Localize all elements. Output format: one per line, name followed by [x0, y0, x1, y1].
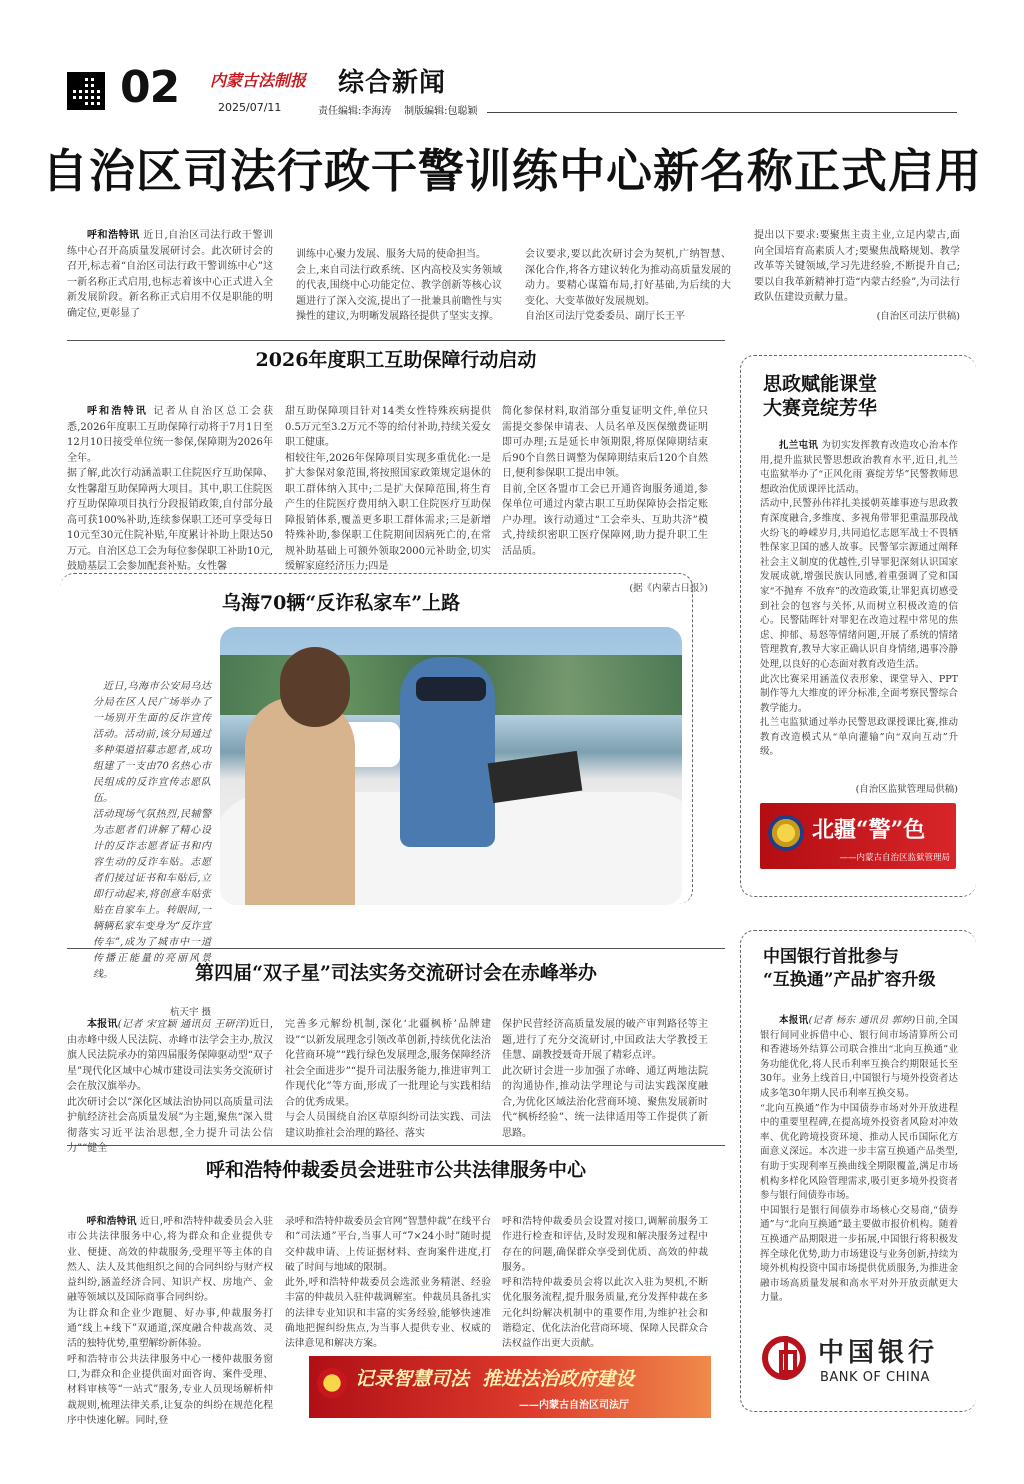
- article-title: “互换通”产品扩容升级: [763, 970, 936, 990]
- divider: [67, 948, 725, 949]
- issue-date: 2025/07/11: [218, 101, 282, 114]
- shuangzixing-col3: [502, 998, 708, 1160]
- dateline: 本报讯: [87, 1019, 118, 1030]
- masthead-rule: [487, 112, 957, 113]
- prison-banner: [760, 803, 956, 869]
- shuangzixing-col2: [285, 998, 491, 1160]
- dateline: 呼和浩特讯: [87, 406, 148, 417]
- editors-line: 责任编辑:李海涛 制版编辑:包聪颖: [318, 106, 478, 117]
- article-text: 呼和浩特仲裁委员会设置对接口,调解前服务工作进行检查和评估,及时发现和解决服务过程中存在的问题,确保群众享受到优质、高效的仲裁服务。 呼和浩特仲裁委员会将以此次入驻为契机,不断优化服务流程,提升服务质量,充分发挥仲裁在多元化纠纷解决机制中的重要作用,为维护社会和谐稳定、优化法治化营商环境、保障人民群众合法权益作出更大贡献。: [502, 1216, 708, 1350]
- article-text: 近日,由赤峰中级人民法院、赤峰市法学会主办,敖汉旗人民法院承办的第四届服务保障驱动型“双子星”现代化区域中心城市建设司法实务交流研讨会在敖汉旗举办。 此次研讨会以“深化区域法治协同以高质量司法护航经济社会高质量发展”为主题,聚焦“深入贯彻落实习近平法治思想,全力提升司法公信力”“健全: [67, 1019, 273, 1154]
- lead-article-col3: [525, 228, 731, 344]
- arbitration-col1: [67, 1195, 273, 1447]
- section-title: 综合新闻: [338, 68, 447, 98]
- sizheng-body: [760, 420, 958, 814]
- article-text: 甜互助保障项目针对14类女性特殊疾病提供0.5万元至3.2万元不等的给付补助,持续关爱女职工健康。 相较往年,2026年保障项目实现多重优化:一是扩大参保对象范围,将按照国家政策规定退休的职工群体纳入其中;二是扩大保障范围,将生育产生的住院医疗费用纳入职工住院医疗互助保障报销体系,覆盖更多职工群体需求;三是新增特殊补助,参保职工住院期间因病死亡的,在常规补助基础上可额外领取2000元补助金,切实缓解家庭经济压力;四是: [285, 406, 491, 572]
- article-text: 近日,乌海市公安局乌达分局在区人民广场举办了一场别开生面的反诈宣传活动。活动前,该分局通过多种渠道招募志愿者,成功组建了一支由70名热心市民组成的反诈宣传志愿队伍。 活动现场气氛热烈,民辅警为志愿者们讲解了精心设计的反诈志愿者证书和内容生动的反诈车贴。志愿者们接过证书和车贴后,立即行动起来,将创意车贴张贴在自家车上。转眼间,一辆辆私家车变身为“反诈宣传车”,成为了城市中一道传播正能量的亮丽风景线。: [93, 681, 211, 980]
- banner-subtitle: ——内蒙古自治区监狱管理局: [839, 853, 950, 863]
- anti-fraud-photo: [220, 627, 682, 905]
- article-text: 训练中心聚力发展、服务大局的使命担当。 会上,来自司法行政系统、区内高校及实务领域的代表,围绕中心功能定位、教学创新等核心议题进行了深入交流,提出了一批兼具前瞻性与实操性的建议,为明晰发展路径提供了坚实支撑。: [296, 249, 502, 322]
- page-number: 02: [120, 62, 180, 113]
- lead-article-col1: [67, 228, 273, 321]
- dateline: 本报讯: [779, 1015, 809, 1026]
- main-headline: 自治区司法行政干警训练中心新名称正式启用: [42, 144, 982, 198]
- article-title: 大赛竞绽芳华: [763, 397, 878, 419]
- boc-logo: [762, 1330, 962, 1390]
- dateline: 呼和浩特讯: [87, 230, 140, 241]
- article-title: 2026年度职工互助保障行动启动: [255, 349, 537, 371]
- boc-body: [760, 995, 958, 1325]
- article-title: 第四届“双子星”司法实务交流研讨会在赤峰举办: [195, 962, 597, 984]
- boc-emblem-icon: [762, 1336, 806, 1380]
- lead-article-col4: [754, 228, 960, 322]
- insurance-col1: [67, 385, 273, 594]
- boc-title: [763, 946, 963, 992]
- qr-code-icon: [67, 72, 105, 110]
- justice-banner: [309, 1356, 711, 1418]
- article-text: 简化参保材料,取消部分重复证明文件,单位只需提交参保申请表、人员名单及医保缴费证明即可办理;五是延长申领期限,将原保障期结束后90个自然日调整为保障期结束后120个自然日,便利参保职工提出申领。 目前,全区各盟市工会已开通咨询服务通道,参保单位可通过内蒙古职工互助保障协会指定账户办理。该行动通过“工会牵头、互助共济”模式,持续织密职工医疗保障网,助力提升职工生活品质。: [502, 406, 708, 557]
- article-text: 近日,呼和浩特仲裁委员会入驻市公共法律服务中心,将为群众和企业提供专业、便捷、高效的仲裁服务,受理平等主体的自然人、法人及其他组织之间的合同纠纷与财产权益纠纷,涵盖经济合同、知识产权、房地产、金融等领域以及国际商事合同纠纷。 为让群众和企业少跑腿、好办事,仲裁服务打通“线上+线下”双通道,深度融合仲裁高效、灵活的独特优势,重塑解纷新体验。 呼和浩特市公共法律服务中心一楼仲裁服务窗口,为群众和企业提供面对面咨询、案件受理、材料审核等“一站式”服务,专业人员现场解析仲裁规则,梳理法律关系,让复杂的纠纷在规范化程序中快速化解。同时,登: [67, 1216, 274, 1426]
- party-emblem-icon: [317, 1368, 347, 1398]
- article-text: 保护民营经济高质量发展的破产审判路径等主题,进行了充分交流研讨,中国政法大学教授王佳慧、副教授聂奇开展了精彩点评。 此次研讨会进一步加强了赤峰、通辽两地法院的沟通协作,推动法学理论与司法实践深度融合,为优化区域法治化营商环境、聚焦发展新时代“枫桥经验”、统一法律适用等工作提供了新思路。: [502, 1019, 708, 1139]
- article-title: 思政赋能课堂: [763, 373, 878, 395]
- police-badge-icon: [768, 815, 804, 851]
- article-text: 提出以下要求:要聚焦主责主业,立足内蒙古,面向全国培育高素质人才;要聚焦战略规划、教学改革等关键领域,学习先进经验,不断提升自己;要以自我革新精神打造“内蒙古经验”,为司法行政队伍建设贡献力量。: [754, 230, 960, 303]
- paper-name-logo: 内蒙古法制报: [210, 71, 307, 90]
- article-text: 日前,全国银行间同业拆借中心、银行间市场清算所公司和香港场外结算公司联合推出“北向互换通”业务功能优化,将人民币利率互换合约期限延长至30年。业务上线首日,中国银行与境外投资者达成多笔30年期人民币利率互换交易。 “北向互换通”作为中国债券市场对外开放进程中的重要里程碑,在提高境外投资者风险对冲效率、优化跨境投资环境、推动人民币国际化方面意义深远。本次进一步丰富互换通产品类型,有助于实现利率互换曲线全期限覆盖,满足市场机构多样化风险管理需求,吸引更多境外投资者参与银行间债券市场。 中国银行是银行间债券市场核心交易商,“债券通”与“北向互换通”最主要做市报价机构。随着互换通产品期限进一步拓展,中国银行将积极发挥全球化优势,助力市场建设与业务创新,持续为境外机构投资中国市场提供优质服务,为推进金融市场高质量发展和高水平对外开放贡献更大力量。: [760, 1015, 958, 1304]
- article-text: 为切实发挥教育改造攻心治本作用,提升监狱民警思想政治教育水平,近日,扎兰屯监狱举办了“正风化雨 赛绽芳华”民警教师思想政治优质课评比活动。 活动中,民警孙伟祥扎美援朝英雄事迹与思政教育深度融合,多维度、多视角带罪犯重温那段战火纷飞的峥嵘岁月,共同追忆志愿军战士不畏牺牲保家卫国的感人故事。民警邹宗源通过阐释社会主义制度的优越性,引导罪犯深刻认识国家发展成就,增强民族认同感,着重强调了党和国家“不抛弃 不放弃”的改造政策,让罪犯真切感受到社会的包容与关怀,从而树立积极改造的信心。民警陆晖针对罪犯在改造过程中常见的焦虑、抑郁、易怒等情绪问题,开展了系统的情绪管理教育,教导大家正确认识自身情绪,遇事冷静处理,以良好的心态面对教育改造生活。 此次比赛采用涵盖仪表形象、课堂导入、PPT制作等九大维度的评分标准,全面考察民警综合教学能力。 扎兰屯监狱通过举办民警思政课授课比赛,推动教育改造模式从“单向灌输”向“双向互动”升级。: [760, 440, 958, 758]
- byline: (记者 宋宜颖 通讯员 王研洋): [117, 1019, 250, 1030]
- banner-title: 北疆“警”色: [812, 817, 926, 843]
- photo-credit: 杭天宇 摄: [169, 1007, 211, 1018]
- credit: (据《内蒙古日报》): [629, 583, 708, 594]
- sizheng-title: [763, 372, 963, 420]
- article-title: 呼和浩特仲裁委员会进驻市公共法律服务中心: [205, 1159, 586, 1181]
- boc-logo-english: BANK OF CHINA: [820, 1370, 930, 1385]
- banner-subtitle: ——内蒙古自治区司法厅: [519, 1400, 629, 1411]
- boc-logo-text: 中国银行: [818, 1338, 939, 1368]
- divider: [67, 1145, 725, 1146]
- shuangzixing-col1: [67, 998, 273, 1176]
- lead-article-col2: [296, 228, 502, 344]
- article-title: 乌海70辆“反诈私家车”上路: [221, 592, 461, 614]
- dateline: 呼和浩特讯: [86, 1216, 137, 1227]
- article-text: 近日,自治区司法行政干警训练中心召开高质量发展研讨会。此次研讨会的召开,标志着“自治区司法行政干警训练中心”这一新名称正式启用,也标志着该中心正式进入全新发展阶段。新名称正式启用不仅是职能的明确定位,更彰显了: [67, 230, 274, 319]
- banner-title: 记录智慧司法 推进法治政府建设: [355, 1368, 635, 1390]
- byline: (记者 杨东 通讯员 郭婷): [808, 1015, 916, 1026]
- article-text: 会议要求,要以此次研讨会为契机,广纳智慧、深化合作,将各方建议转化为推动高质量发展的动力。要精心谋篇布局,打好基础,为后续的大变化、大变革做好发展规划。 自治区司法厅党委委员、副厅长王平: [525, 249, 731, 322]
- credit: (自治区司法厅供稿): [876, 310, 960, 322]
- article-text: 录呼和浩特仲裁委员会官网“智慧仲裁”在线平台和“司法通”平台,当事人可“7×24小时”随时提交仲裁申请、上传证据材料、查询案件进度,打破了时间与地域的限制。 此外,呼和浩特仲裁委员会选派业务精湛、经验丰富的仲裁员入驻仲裁调解室。仲裁员具备扎实的法律专业知识和丰富的实务经验,能够快速准确地把握纠纷焦点,为当事人提供专业、权威的法律意见和解决方案。: [285, 1216, 491, 1350]
- divider: [67, 340, 725, 341]
- arbitration-col2: [285, 1195, 491, 1371]
- insurance-col2: [285, 385, 491, 594]
- article-text: 完善多元解纷机制,深化‘北疆枫桥’品牌建设”“以新发展理念引领改革创新,持续优化法治化营商环境”“践行绿色发展理念,服务保障经济社会全面进步”“提升司法服务能力,推进审判工作现代化”等方面,形成了一批理论与实践相结合的优秀成果。 与会人员围绕自治区草原纠纷司法实践、司法建议助推社会治理的路径、落实: [285, 1019, 491, 1139]
- dateline: 扎兰屯讯: [779, 440, 819, 451]
- credit: (自治区监狱管理局供稿): [855, 784, 958, 796]
- article-text: 记者从自治区总工会获悉,2026年度职工互助保障行动将于7月1日至12月10日接受单位统一参保,保障期为2026年全年。 据了解,此次行动涵盖职工住院医疗互助保障、女性馨甜互助保障两大项目。其中,职工住院医疗互助保障项目执行分段报销政策,自付部分最高可获100%补助,连续参保职工还可享受每日10元至30元住院补贴,年度累计补助上限达50万元。自治区总工会为每位参保职工补助10元,鼓励基层工会参加配套补贴。女性馨: [67, 406, 273, 572]
- article-title: 中国银行首批参与: [763, 947, 899, 967]
